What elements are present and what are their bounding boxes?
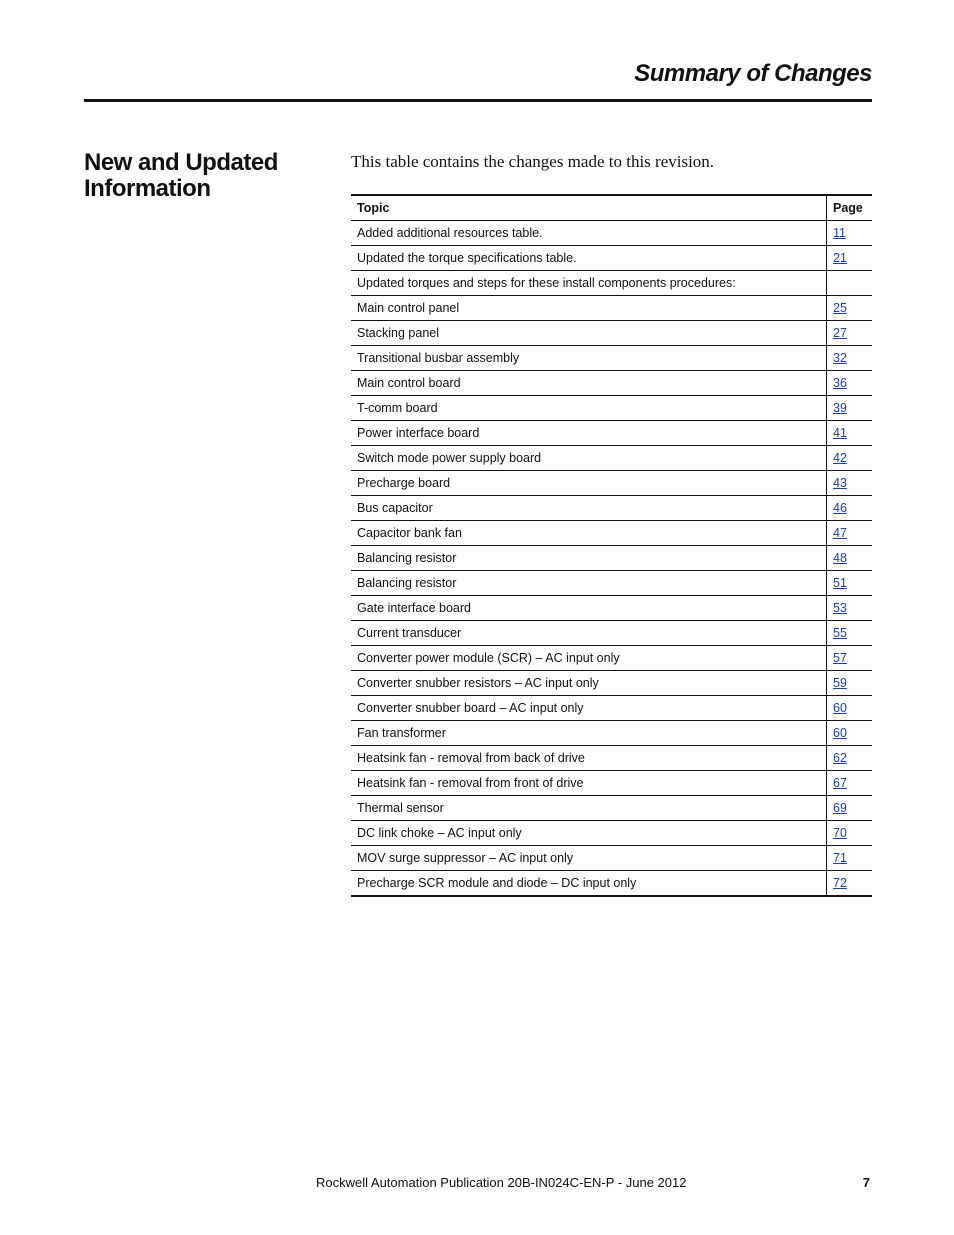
intro-text: This table contains the changes made to this revision. (351, 152, 715, 171)
table-row (351, 446, 872, 471)
page-cell (827, 721, 873, 746)
topic-cell: Gate interface board (351, 596, 827, 621)
page-cell (827, 571, 873, 596)
table-body (351, 221, 872, 897)
page-cell (827, 246, 873, 271)
table-row (351, 771, 872, 796)
page-cell (827, 221, 873, 246)
topic-cell: Precharge SCR module and diode – DC input only (351, 871, 827, 897)
table-row (351, 471, 872, 496)
topic-cell: Switch mode power supply board (351, 446, 827, 471)
page-link[interactable]: 67 (833, 776, 847, 790)
page-link[interactable]: 41 (833, 426, 847, 440)
page-cell (827, 371, 873, 396)
table-row (351, 296, 872, 321)
page-link[interactable]: 70 (833, 826, 847, 840)
table-row (351, 396, 872, 421)
topic-cell: Converter power module (SCR) – AC input only (351, 646, 827, 671)
page-link[interactable]: 60 (833, 726, 847, 740)
table-row (351, 846, 872, 871)
page-cell (827, 671, 873, 696)
topic-cell: Balancing resistor (351, 546, 827, 571)
topic-cell: Bus capacitor (351, 496, 827, 521)
page-link[interactable]: 39 (833, 401, 847, 415)
topic-cell: Converter snubber resistors – AC input only (351, 671, 827, 696)
topic-cell: Heatsink fan - removal from back of drive (351, 746, 827, 771)
page-cell (827, 696, 873, 721)
topic-cell: Updated the torque specifications table. (351, 246, 827, 271)
topic-cell: Transitional busbar assembly (351, 346, 827, 371)
page-link[interactable]: 43 (833, 476, 847, 490)
page-cell (827, 271, 873, 296)
topic-cell: Heatsink fan - removal from front of drive (351, 771, 827, 796)
page-link[interactable]: 60 (833, 701, 847, 715)
page-link[interactable]: 32 (833, 351, 847, 365)
page-link[interactable]: 69 (833, 801, 847, 815)
table-row (351, 521, 872, 546)
table-row (351, 546, 872, 571)
topic-cell: Precharge board (351, 471, 827, 496)
table-header-row (351, 195, 872, 221)
page-cell (827, 471, 873, 496)
page-link[interactable]: 62 (833, 751, 847, 765)
page-link[interactable]: 27 (833, 326, 847, 340)
changes-table (351, 194, 872, 897)
table-row (351, 246, 872, 271)
page-cell (827, 321, 873, 346)
page-link[interactable]: 21 (833, 251, 847, 265)
page-link[interactable]: 57 (833, 651, 847, 665)
page-link[interactable]: 51 (833, 576, 847, 590)
page-cell (827, 596, 873, 621)
footer-page-number: 7 (862, 1175, 870, 1190)
topic-cell: MOV surge suppressor – AC input only (351, 846, 827, 871)
page-link[interactable]: 25 (833, 301, 847, 315)
page-link[interactable]: 72 (833, 876, 847, 890)
page-link[interactable]: 55 (833, 626, 847, 640)
page-cell (827, 421, 873, 446)
table-row (351, 321, 872, 346)
table-row (351, 271, 872, 296)
topic-cell: Balancing resistor (351, 571, 827, 596)
topic-cell: T-comm board (351, 396, 827, 421)
page-cell (827, 746, 873, 771)
table-row (351, 596, 872, 621)
table-row (351, 421, 872, 446)
page-cell (827, 521, 873, 546)
page-cell (827, 446, 873, 471)
header-rule (84, 99, 872, 102)
table-row (351, 571, 872, 596)
page-link[interactable]: 53 (833, 601, 847, 615)
page-link[interactable]: 11 (833, 226, 846, 240)
page-cell (827, 871, 873, 897)
topic-cell: Current transducer (351, 621, 827, 646)
table-row (351, 621, 872, 646)
section-heading: New and Updated Information (84, 149, 278, 202)
topic-cell: Updated torques and steps for these install components procedures: (351, 271, 827, 296)
page-link[interactable]: 59 (833, 676, 847, 690)
topic-cell: Power interface board (351, 421, 827, 446)
page-header-title: Summary of Changes (634, 60, 872, 87)
table-row (351, 746, 872, 771)
topic-cell: Thermal sensor (351, 796, 827, 821)
page-cell (827, 546, 873, 571)
footer-publication: Rockwell Automation Publication 20B-IN024C-EN-P - June 2012 (316, 1175, 687, 1190)
topic-cell: Stacking panel (351, 321, 827, 346)
topic-cell: Main control board (351, 371, 827, 396)
page-cell (827, 621, 873, 646)
page-link[interactable]: 36 (833, 376, 847, 390)
table-row (351, 371, 872, 396)
table-row (351, 871, 872, 897)
topic-cell: DC link choke – AC input only (351, 821, 827, 846)
table-row (351, 821, 872, 846)
page-link[interactable]: 42 (833, 451, 847, 465)
table-row (351, 646, 872, 671)
page-cell (827, 346, 873, 371)
topic-cell: Fan transformer (351, 721, 827, 746)
topic-cell: Main control panel (351, 296, 827, 321)
page-link[interactable]: 48 (833, 551, 847, 565)
page-cell (827, 821, 873, 846)
page-cell (827, 646, 873, 671)
page-cell (827, 771, 873, 796)
table-row (351, 696, 872, 721)
column-header-topic: Topic (351, 195, 827, 221)
table-row (351, 721, 872, 746)
topic-cell: Converter snubber board – AC input only (351, 696, 827, 721)
page-link[interactable]: 71 (833, 851, 847, 865)
page-cell (827, 496, 873, 521)
page-cell (827, 296, 873, 321)
topic-cell: Capacitor bank fan (351, 521, 827, 546)
page-cell (827, 796, 873, 821)
table-row (351, 671, 872, 696)
page-link[interactable]: 46 (833, 501, 847, 515)
topic-cell: Added additional resources table. (351, 221, 827, 246)
table-row (351, 221, 872, 246)
column-header-page: Page (827, 195, 873, 221)
table-row (351, 346, 872, 371)
page-link[interactable]: 47 (833, 526, 847, 540)
page-cell (827, 396, 873, 421)
page-cell (827, 846, 873, 871)
table-row (351, 496, 872, 521)
table-row (351, 796, 872, 821)
